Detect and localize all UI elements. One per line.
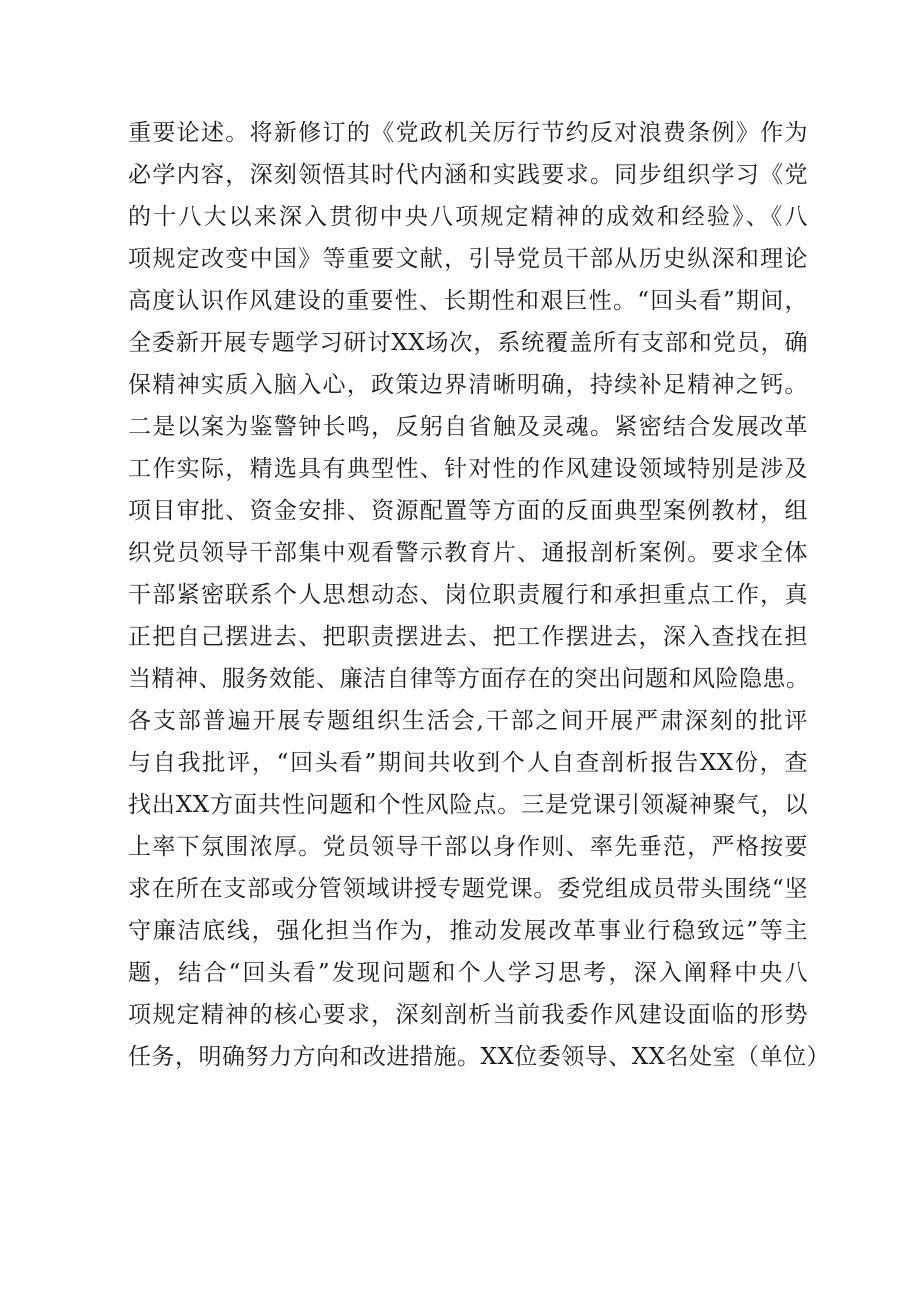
- text-line: 干部紧密联系个人思想动态、岗位职责履行和承担重点工作，真: [128, 582, 808, 608]
- text-line: 正把自己摆进去、把职责摆进去、把工作摆进去，深入查找在担: [128, 624, 808, 650]
- text-line: 项规定精神的核心要求，深刻剖析当前我委作风建设面临的形势: [128, 1002, 808, 1028]
- text-line: 织党员领导干部集中观看警示教育片、通报剖析案例。要求全体: [128, 540, 808, 566]
- text-line: 全委新开展专题学习研讨XX场次，系统覆盖所有支部和党员，确: [128, 330, 808, 356]
- text-line: 项目审批、资金安排、资源配置等方面的反面典型案例教材，组: [128, 498, 808, 524]
- text-line: 项规定改变中国》等重要文献，引导党员干部从历史纵深和理论: [128, 246, 808, 272]
- text-line: 各支部普遍开展专题组织生活会,干部之间开展严肃深刻的批评: [128, 708, 808, 734]
- body-text: [128, 112, 830, 1078]
- text-line: 找出XX方面共性问题和个性风险点。三是党课引领凝神聚气，以: [128, 792, 808, 818]
- text-line: 题，结合“回头看”发现问题和个人学习思考，深入阐释中央八: [128, 960, 808, 986]
- text-line: 保精神实质入脑入心，政策边界清晰明确，持续补足精神之钙。: [128, 372, 808, 398]
- text-line: 当精神、服务效能、廉洁自律等方面存在的突出问题和风险隐患。: [128, 666, 810, 692]
- text-line: 上率下氛围浓厚。党员领导干部以身作则、率先垂范，严格按要: [128, 834, 808, 860]
- text-line: 任务，明确努力方向和改进措施。XX位委领导、XX名处室（单位）: [128, 1044, 830, 1070]
- text-line: 重要论述。将新修订的《党政机关厉行节约反对浪费条例》作为: [128, 120, 808, 146]
- text-line: 与自我批评，“回头看”期间共收到个人自查剖析报告XX份，查: [128, 750, 808, 776]
- text-line: 必学内容，深刻领悟其时代内涵和实践要求。同步组织学习《党: [128, 162, 808, 188]
- text-line: 二是以案为鉴警钟长鸣，反躬自省触及灵魂。紧密结合发展改革: [128, 414, 808, 440]
- text-line: 工作实际，精选具有典型性、针对性的作风建设领域特别是涉及: [128, 456, 808, 482]
- text-line: 高度认识作风建设的重要性、长期性和艰巨性。“回头看”期间，: [128, 288, 808, 314]
- text-line: 求在所在支部或分管领域讲授专题党课。委党组成员带头围绕“坚: [128, 876, 808, 902]
- text-line: 的十八大以来深入贯彻中央八项规定精神的成效和经验》、《八: [128, 204, 808, 230]
- text-line: 守廉洁底线，强化担当作为，推动发展改革事业行稳致远”等主: [128, 918, 808, 944]
